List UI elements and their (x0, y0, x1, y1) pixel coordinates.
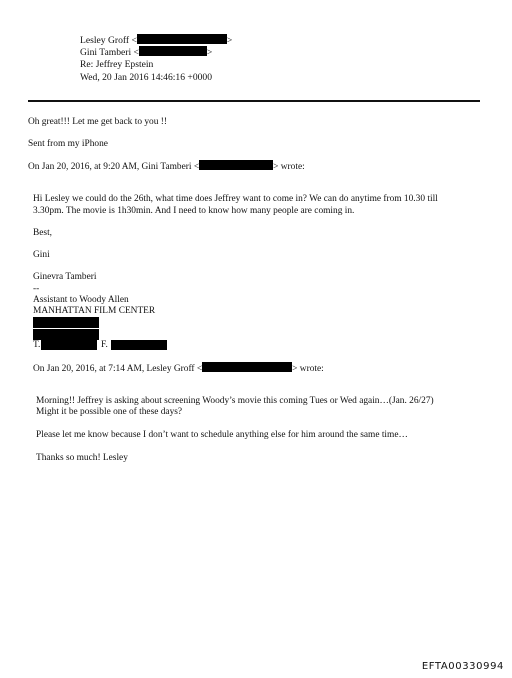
message-para1-line1: Hi Lesley we could do the 26th, what time does Jeffrey want to come in? We can do anytime from 10.30 till (33, 194, 438, 204)
redaction-box (202, 362, 292, 372)
redaction-box (139, 46, 207, 56)
sender-company: MANHATTAN FILM CENTER (33, 306, 156, 316)
to-value (80, 46, 212, 59)
message-para2-line1: Morning!! Jeffrey is asking about screening Woody’s movie this coming Tues or Wed again…(Jan. 26/27) (36, 396, 434, 406)
sender-short-name: Gini (33, 250, 50, 260)
redaction-box (41, 340, 97, 350)
quote1-prefix: On Jan 20, 2016, at 9:20 AM, Gini Tamberi < (28, 162, 200, 172)
date-value: Wed, 20 Jan 2016 14:46:16 +0000 (80, 72, 213, 83)
redaction-box (33, 329, 99, 340)
bates-number: EFTA00330994 (421, 661, 504, 672)
to-name: Gini Tamberi < (80, 47, 139, 58)
from-end: > (226, 35, 233, 46)
header-divider (28, 100, 480, 102)
fax-label: F. (101, 340, 108, 350)
redaction-box (137, 34, 227, 44)
quote-header-2 (33, 362, 324, 375)
phone-label: T. (33, 340, 41, 350)
message-para2-line2: Might it be possible one of these days? (36, 407, 183, 417)
quote2-prefix: On Jan 20, 2016, at 7:14 AM, Lesley Groff < (33, 364, 203, 374)
quote1-suffix: > wrote: (273, 162, 305, 172)
redaction-box (199, 160, 273, 170)
subject-value: Re: Jeffrey Epstein (80, 59, 154, 70)
to-end: > (206, 47, 213, 58)
sender-title: Assistant to Woody Allen (33, 295, 129, 305)
redaction-box (33, 317, 99, 328)
message-closing: Thanks so much! Lesley (36, 453, 128, 463)
redaction-box (111, 340, 167, 350)
quote2-suffix: > wrote: (292, 364, 324, 374)
signature-iphone: Sent from my iPhone (28, 139, 108, 149)
from-name: Lesley Groff < (80, 35, 137, 46)
sender-full-name: Ginevra Tamberi (33, 272, 97, 282)
reply-line: Oh great!!! Let me get back to you !! (28, 117, 168, 127)
message-para3: Please let me know because I don’t want to schedule anything else for him around the same time… (36, 430, 408, 440)
sign-off: Best, (33, 228, 53, 238)
signature-separator: -- (33, 284, 40, 294)
quote-header-1 (28, 160, 305, 173)
message-para1-line2: 3.30pm. The movie is 1h30min. And I need to know how many people are coming in. (33, 206, 355, 216)
